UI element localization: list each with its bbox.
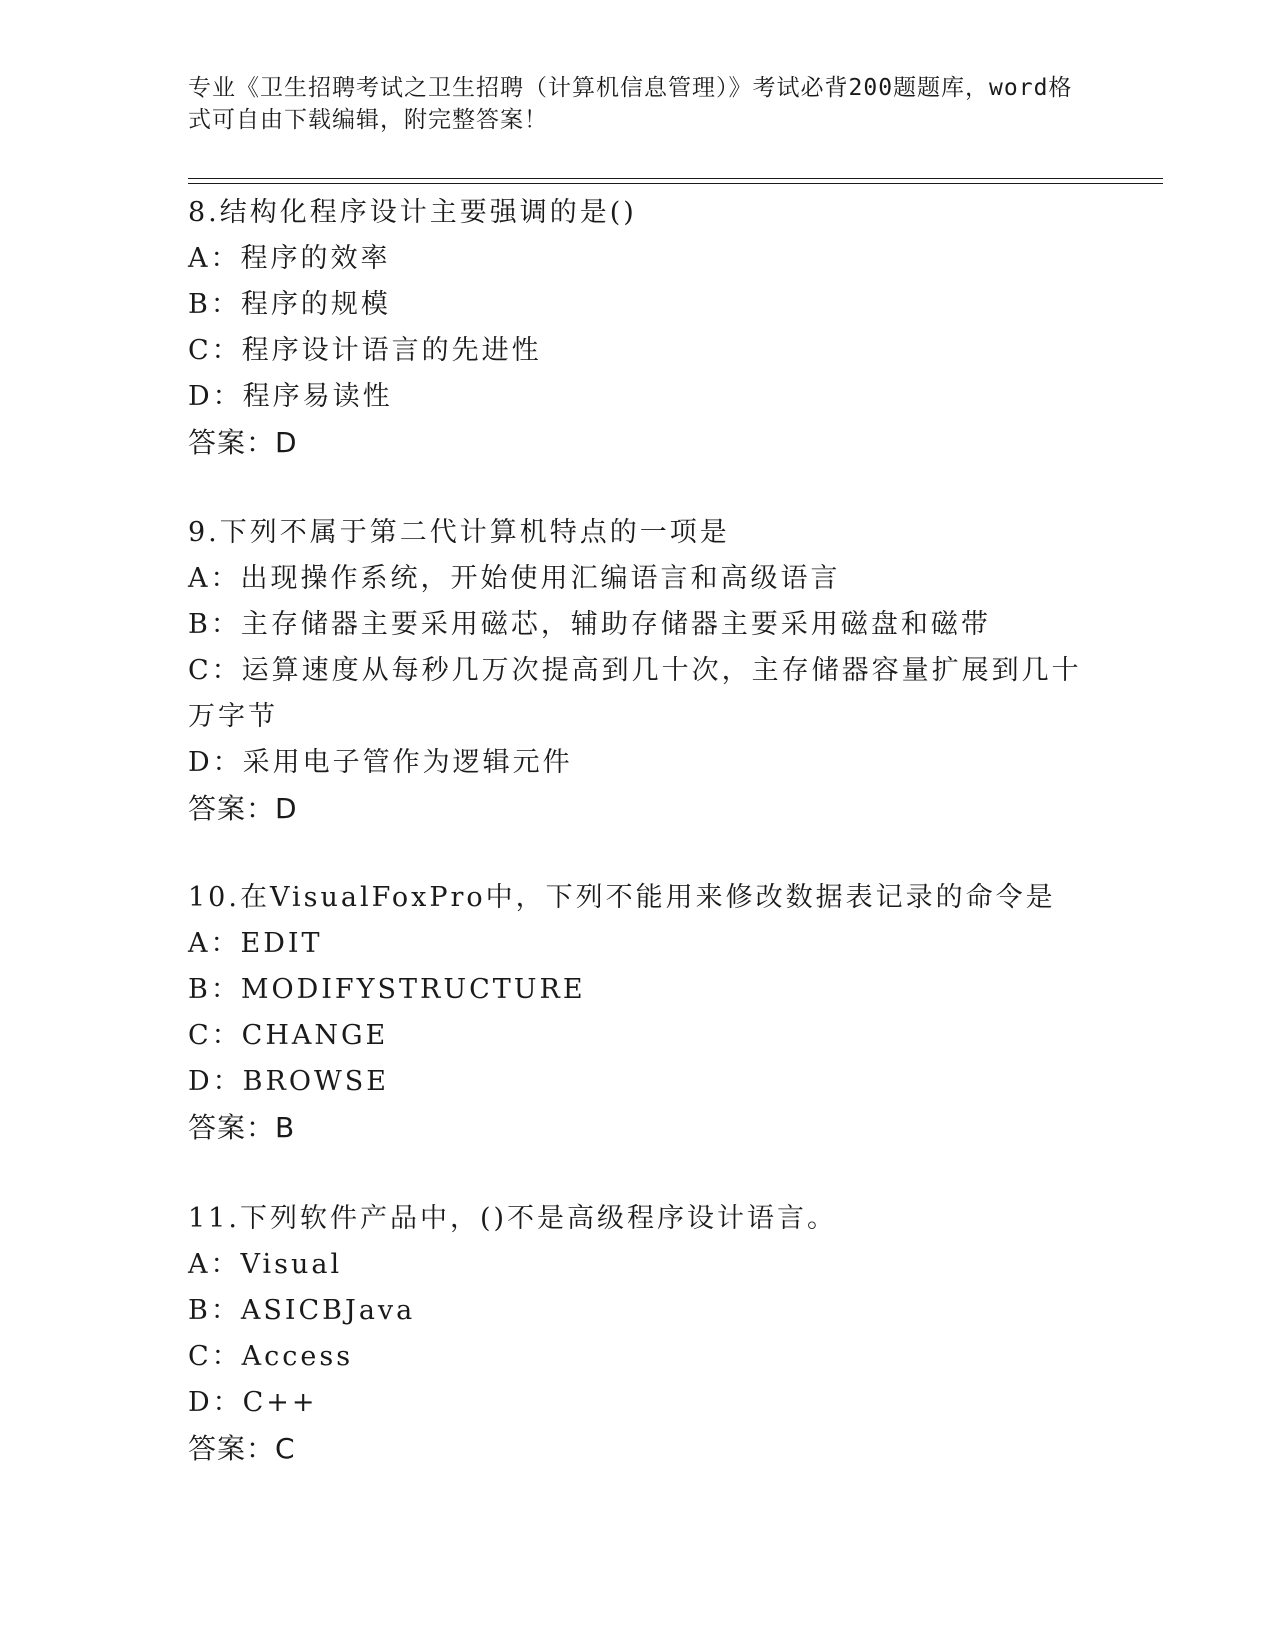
answer: 答案：D: [188, 792, 298, 825]
question-10: [188, 875, 1088, 1151]
option-b: B：主存储器主要采用磁芯，辅助存储器主要采用磁盘和磁带: [188, 609, 991, 640]
question-9: [188, 510, 1088, 832]
option-b: B：程序的规模: [188, 289, 391, 320]
option-b: B：ASICBJava: [188, 1295, 416, 1326]
option-d: D：C++: [188, 1387, 318, 1418]
option-a: A：EDIT: [188, 928, 323, 959]
option-a: A：Visual: [188, 1249, 343, 1280]
option-c: C：程序设计语言的先进性: [188, 335, 542, 366]
option-c: C：Access: [188, 1341, 354, 1372]
header-divider-top: [188, 178, 1163, 179]
question-11: [188, 1196, 1088, 1472]
answer: 答案：B: [188, 1111, 296, 1144]
answer: 答案：D: [188, 426, 298, 459]
header-divider-bottom: [188, 183, 1163, 184]
option-d: D：程序易读性: [188, 381, 393, 412]
answer: 答案：C: [188, 1432, 296, 1465]
document-header: 专业《卫生招聘考试之卫生招聘（计算机信息管理）》考试必背200题题库，word格式可自由下载编辑，附完整答案！: [188, 75, 1073, 133]
option-b: B：MODIFYSTRUCTURE: [188, 974, 586, 1005]
question-stem: 8.结构化程序设计主要强调的是(): [188, 197, 637, 228]
question-stem: 10.在VisualFoxPro中，下列不能用来修改数据表记录的命令是: [188, 882, 1056, 913]
question-stem: 9.下列不属于第二代计算机特点的一项是: [188, 517, 730, 548]
question-8: [188, 190, 1088, 466]
option-a: A：出现操作系统，开始使用汇编语言和高级语言: [188, 563, 841, 594]
option-c: C：运算速度从每秒几万次提高到几十次，主存储器容量扩展到几十万字节: [188, 655, 1082, 732]
option-a: A：程序的效率: [188, 243, 391, 274]
option-d: D：采用电子管作为逻辑元件: [188, 747, 573, 778]
option-c: C：CHANGE: [188, 1020, 389, 1051]
question-stem: 11.下列软件产品中，()不是高级程序设计语言。: [188, 1203, 838, 1234]
option-d: D：BROWSE: [188, 1066, 389, 1097]
